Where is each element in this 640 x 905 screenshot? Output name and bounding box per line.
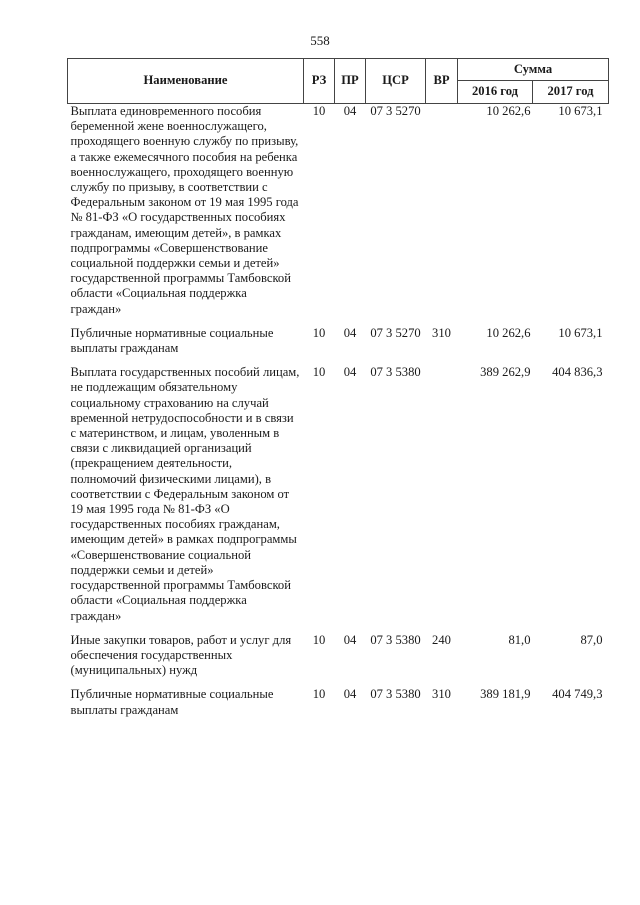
row-rz: 10 [312,365,326,380]
row-csr: 07 3 5380 [370,365,421,380]
row-2016: 10 262,6 [486,104,531,118]
row-rz: 10 [312,687,326,702]
table-row [68,365,609,632]
table-row [68,633,609,688]
row-pr: 04 [343,632,357,647]
header-sum: Сумма [458,59,609,81]
row-pr: 04 [343,104,357,118]
row-2017: 10 673,1 [558,325,603,340]
page-number: 558 [310,33,330,48]
row-name: Публичные нормативные социальные выплаты гражданам [70,687,274,717]
table-body [68,104,609,727]
budget-table [67,58,609,727]
row-vr [426,365,458,632]
row-pr: 04 [343,325,357,340]
row-name: Иные закупки товаров, работ и услуг для обеспечения государственных (муниципальных) нужд [70,632,292,678]
header-year-2017: 2017 год [533,81,609,104]
row-2016: 389 181,9 [480,687,531,702]
row-vr: 240 [432,632,451,647]
row-2017: 10 673,1 [558,104,603,118]
row-vr: 310 [432,325,451,340]
row-rz: 10 [312,632,326,647]
row-name: Выплата единовременного пособия беременной жене военнослужащего, проходящего военную службу по призыву, а также ежемесячного пособия на ребенка военнослужащего, проходящего военную службу по призыву, в соответствии с Федеральным законом от 19 мая 1995 года № 81-ФЗ «О государственных пособиях гражданам, имеющим детей», в рамках подпрограммы «Совершенствование социальной поддержки семьи и детей» государственной программы Тамбовской области «Социальная поддержка граждан» [70,104,299,316]
row-pr: 04 [343,365,357,380]
row-2016: 10 262,6 [486,325,531,340]
row-rz: 10 [312,325,326,340]
row-name: Публичные нормативные социальные выплаты гражданам [70,325,274,356]
header-rz: РЗ [304,59,335,104]
header-csr: ЦСР [366,59,426,104]
row-2017: 87,0 [580,632,603,647]
table-row [68,687,609,726]
row-rz: 10 [312,104,326,118]
table-row [68,104,609,326]
row-2016: 81,0 [508,632,531,647]
table-row [68,326,609,365]
table-header [68,59,609,104]
row-pr: 04 [343,687,357,702]
row-vr [426,104,458,326]
header-pr: ПР [335,59,366,104]
row-2017: 404 749,3 [552,687,603,702]
row-csr: 07 3 5270 [370,104,421,118]
row-vr: 310 [432,687,451,702]
row-csr: 07 3 5380 [370,632,421,647]
row-name: Выплата государственных пособий лицам, не подлежащим обязательному социальному страхованию на случай временной нетрудоспособности и в связи с материнством, и лицам, уволенным в связи с ликвидацией организаций (прекращением деятельности, полномочий физическими лицами), в соответствии с Федеральным законом от 19 мая 1995 года № 81-ФЗ «О государственных пособиях гражданам, имеющим детей» в рамках подпрограммы «Совершенствование социальной поддержки семьи и детей» государственной программы Тамбовской области «Социальная поддержка граждан» [70,365,300,623]
row-csr: 07 3 5270 [370,325,421,340]
header-name: Наименование [68,59,304,104]
row-csr: 07 3 5380 [370,687,421,702]
row-2017: 404 836,3 [552,365,603,380]
header-vr: ВР [426,59,458,104]
header-year-2016: 2016 год [458,81,533,104]
row-2016: 389 262,9 [480,365,531,380]
